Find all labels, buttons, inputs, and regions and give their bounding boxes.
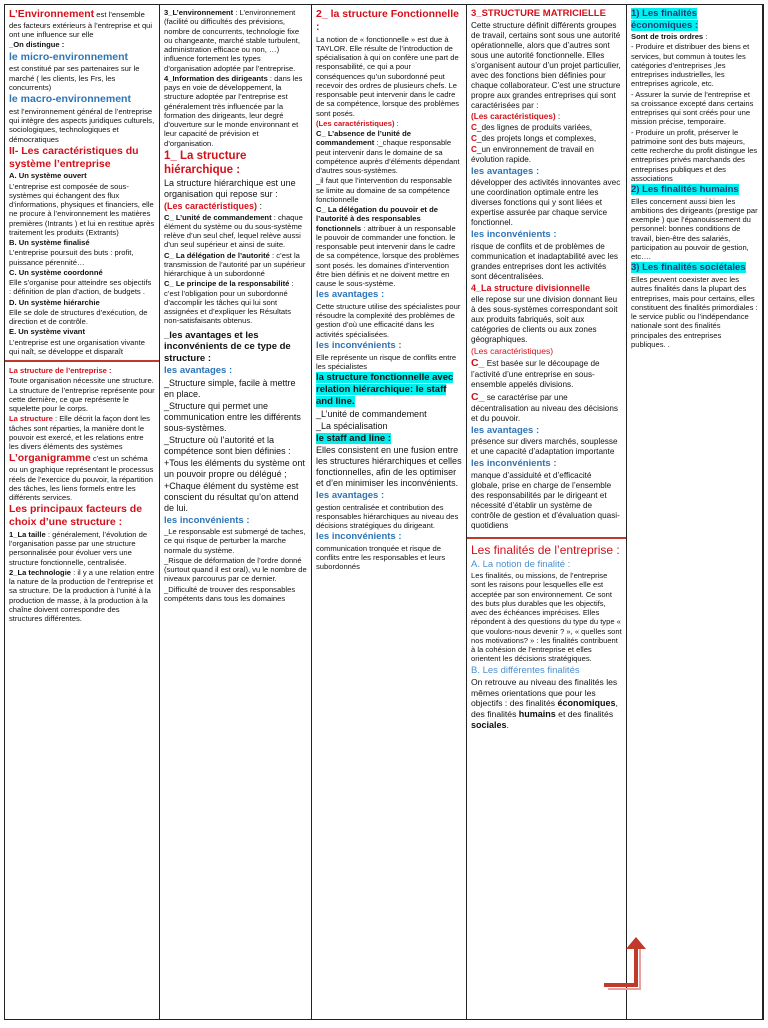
divisionnelle-c1 [471,357,622,390]
differentes-text-1: On retrouve au niveau des finalités les mêmes orientations que pour les objectifs : des finalités [471,677,618,709]
avantage-2: _Structure qui permet une communication entre les différents sous-systèmes. [164,400,301,433]
column-4 [467,5,627,1019]
matricielle-carac [471,112,622,122]
finalites-societales-heading [631,262,758,274]
delegation-pouvoir-text: : attribuer à un responsable le pouvoir de commander une fonction. le responsable peut intervenir dans le cadre de sa compétence, lorsque des problèmes sont posés. les domaines d’intervention être bien définis et ne doivent mettre en cause le sous-système. [316,223,460,289]
staff-line-2: _La spécialisation [316,420,388,431]
delegation-pouvoir [316,205,462,288]
delegation-autorite-text: : c’est la transmission de l’autorité par un supérieur hiérarchique à un subordonné [164,250,306,279]
facteur-environnement-title: 3_L’environnement [164,8,234,17]
avantages-2-title: les avantages : [471,424,540,436]
divisionnelle-text: elle repose sur une division donnant lieu à des sous-systèmes correspondant soit aux produits fabriqués, soit aux catégories de clients ou aux zones géographiques. [471,294,618,344]
inconvenients-2-text: communication tronquée et risque de conflits entre les responsables et leurs subordonnés [316,543,446,572]
avantage-3: _Structure où l’autorité et la compétence sont bien définies : [164,434,291,456]
organigramme-definition [9,452,155,502]
facteur-information-title: 4_Information des dirigeants [164,73,268,83]
facteur-technologie-text: : il y a une relation entre la nature de la production de l’entreprise et sa structure. De la production à l’unité à la production de masse, à la production à la chaîne doivent correspondre des structures différentes. [9,567,155,624]
matricielle-intro: Cette structure définit différents groupes de travail, certains sont sous une autorité opérationnelle, alors que d’autres sont sous une autorité fonctionnelle. Elles s’organisent autour d’un projet particulier, avec des fonctions bien définies pour chaque collaborateur. C’est une structure propre aux grandes entreprises qui sont caractérisées par : [471,20,621,110]
column-2 [160,5,312,1019]
divisionnelle-c2 [471,391,622,424]
inconvenients-2-title: les inconvénients : [471,458,557,470]
systeme-b-title: B. Un système finalisé [9,238,90,248]
staffline-title: le staff and line : [316,432,391,444]
inconvenients-2-title: les inconvénients : [316,531,402,543]
differentes-text-3: et des finalités [555,709,614,720]
fonctionnelle-carac [316,119,462,128]
matricielle-c1-text: _des lignes de produits variées, [476,122,593,132]
inconvenients-2-text: manque d’assiduité et d’efficacité globale, prise en charge de l’ensemble des responsabilités par le dirigeant et nécessité d’établir un système de contrôle de gestion et d’évaluation quasi-quotidiens [471,470,620,530]
economique-2: - Assurer la survie de l’entreprise et sa croissance excepté dans certains entreprises qui sont créés pour une mission précise, temporaire. [631,89,754,127]
avantage-5: +Chaque élément du système est conscient du résultat qu’on attend de lui. [164,480,299,513]
fonctionnelle-title: 2_ la structure Fonctionnelle : [316,8,459,33]
hierarchique-title: 1_ La structure hiérarchique : [164,149,247,176]
differentes-finalites-text [471,677,622,731]
matricielle-c3 [471,145,622,165]
matricielle-c3-text: _un environnement de travail en évolution rapide. [471,144,594,164]
inconvenients-text: risque de conflits et de problèmes de communication et inadaptabilité avec les grandes entreprises dont les activités sont décentralisées. [471,241,619,281]
economique-3: - Produire un profit, préserver le patrimoine sont des buts majeurs, cette recherche du profit distingue les entreprises privés marchands des entreprises publiques et des associations [631,127,758,183]
systeme-b-text: L’entreprise poursuit des buts : profit, puissance pérennité… [9,248,134,267]
avantages-text: développer des activités innovantes avec une coordination optimale entre les diverses fonctions qui y sont liées et expertise assurée par chaque service fonctionnel. [471,178,621,228]
matricielle-c1 [471,123,622,133]
inconvenients-title: les inconvénients : [164,514,250,526]
matricielle-c2 [471,134,622,144]
facteur-environnement-text: : L’environnement (facilité ou difficultés des prévisions, nombre de concurrents, technologie fixe ou changeante, marché stable turbulent, administration efficace ou non, …) influence fortement les types d’organisation adoptée par l’entreprise. [164,8,300,73]
staff-and-line-heading [316,372,462,408]
environnement-paragraph [9,8,155,39]
inconvenient-3: _Difficulté de trouver des responsables compétents dans tous les domaines [164,584,296,603]
hierarchique-intro: La structure hiérarchique est une organisation qui repose sur : [164,177,296,199]
differentes-end: . [506,720,509,731]
caracteristiques-title: II- Les caractéristiques du système l’entreprise [9,144,139,170]
arrow-up-icon [602,935,666,991]
societales-text: Elles peuvent coexister avec les autres finalités dans la plupart des entreprises, mais pour certains, elles constituent des finalités primordiales : le service public ou l’indépendance nationale sont des finalités principales des entreprises publiques. . [631,275,758,349]
column-3 [312,5,467,1019]
delegation-autorite [164,251,307,279]
principe-responsabilite [164,279,307,325]
document-page [4,4,764,1020]
facteur-environnement [164,8,307,73]
avantages-2-text: présence sur divers marchés, souplesse et une capacité d’adaptation importante [471,437,618,457]
column-1 [5,5,160,1019]
staff-line-1: _L’unité de commandement [316,408,427,419]
macro-text: est l’environnement général de l’entreprise qui intègre des aspects juridiques culturels, sociologiques, technologiques et démocratiques [9,106,155,144]
facteur-information [164,74,307,148]
systeme-d-text: Elle se dole de structures d’exécution, de direction et de contrôle. [9,307,148,327]
differentes-text-2: , des finalités [471,698,618,720]
principe-responsabilite-title: C_ Le principe de la responsabilité [164,279,290,289]
environnement-text: est l’ensemble des facteurs extérieurs à l’entreprise et qui ont une influence sur elle [9,10,153,40]
absence-unite-title: C_ L’absence de l’unité de commandement [316,129,411,148]
finalites-economiques-title: 1) Les finalités économiques : [631,8,699,31]
finalites-economiques-heading [631,8,758,31]
systeme-e-title: E. Un système vivant [9,327,85,337]
absence-unite [316,129,462,175]
facteur-information-text: : dans les pays en voie de développement, la structure adoptée par l’entreprise est généralement très influencée par la formation des dirigeants, leur degré d’ouverture sur le monde environnant et leur capacité de prévision et d’organisation. [164,73,303,148]
finalites-humains-heading [631,184,758,196]
inconvenient-2: _Risque de déformation de l’ordre donné (surtout quand il est oral), vu le nombre de niveaux parcourus par ce dernier. [164,555,307,584]
avantages-2-text: gestion centralisée et contribution des responsables hiérarchiques au niveau des décisions stratégiques du dirigeant. [316,502,459,531]
structure-entreprise-title: La structure de l’entreprise : [9,366,112,376]
facteur-taille [9,530,155,567]
avantages-title: les avantages : [471,165,540,177]
c-letter: C [471,144,477,154]
macro-title: le macro-environnement [9,93,131,106]
systeme-e-text: L’entreprise est une organisation vivante qui naît, se développe et disparaît [9,337,145,356]
section-divider [5,360,159,362]
structure-def: : Elle décrit la façon dont les tâches sont réparties, la manière dont le pouvoir est exercé, et les relations entre les divers éléments des systèmes [9,414,150,452]
staffline-text: Elles consistent en une fusion entre les structures hiérarchiques et celles fonctionnelles, afin de les optimiser et d’en minimiser les inconvénients. [316,445,462,489]
facteur-technologie-title: 2_La technologie [9,567,72,577]
c-letter: C [471,122,477,132]
unite-commandement-text: : chaque élément du système ou du sous-système relève d’un seul chef, lequel relève aussi d’un seul supérieur et ainsi de suite. [164,212,303,250]
humains-text: Elles concernent aussi bien les ambitions des dirigeants (prestige par exemple ) que l’épanouissement du personnel: bonnes conditions de travail, bien-être des salariés, participation au pouvoir de gestion, etc…. [631,196,758,262]
matricielle-c2-text: _des projets longs et complexes, [476,133,597,143]
caracteristiques-label: (Les caractéristiques) [316,118,395,128]
facteur-taille-title: 1_La taille [9,529,46,539]
caracteristiques-suffix: : [257,200,263,211]
economique-1: - Produire et distribuer des biens et services, but commun à toutes les catégories d’entreprises ,les entreprises industrielles, les entreprises agricole, etc. [631,42,750,89]
finalites-humains-title: 2) Les finalités humains [631,184,739,196]
finalites-title: Les finalités de l’entreprise : [471,542,620,557]
delegation-pouvoir-title: C_ La délégation du pouvoir et de l’autorité à des responsables fonctionnels [316,205,438,233]
inconvenient-1: _Le responsable est submergé de taches, ce qui risque de perturber la marche normale du système. [164,527,306,555]
caracteristiques-label: (Les caractéristiques) [471,111,556,121]
c-letter: C_ [471,357,485,370]
organigramme-def: c’est un schéma ou un graphique représentant le processus réels de l’exercice du pouvoir, la répartition des tâches, les liens formels entre les différents services. [9,454,154,503]
c-letter: C_ [471,390,485,403]
organigramme-word: L’organigramme [9,452,91,465]
ordres-suffix: : [703,32,708,42]
inconvenients-text: Elle représente un risque de conflits entre les spécialistes [316,352,457,371]
notion-finalite-title: A. La notion de finalité : [471,558,571,570]
divisionnelle-title: 4_La structure divisionnelle [471,282,591,293]
inconvenients-title: les inconvénients : [471,229,557,241]
absence-unite-text: :_chaque responsable peut intervenir dans le domaine de sa compétence auprès d’éléments dépendant d’autres sous-systèmes. [316,138,460,176]
systeme-a-text: L’entreprise est composée de sous-systèmes qui échangent des flux d’informations, physiques et financiers, elle ne procure à l’environnement les matières premières (Intrants ) et lui en restitue après traitement les produits (Extrants) [9,181,155,237]
avantages-text: Cette structure utilise des spécialistes pour résoudre la complexité des problèmes de gestion d’où une efficacité dans les activités spécialisées. [316,301,461,339]
finalite-humains: humains [518,709,556,720]
structure-word: La structure [9,414,53,424]
systeme-c-title: C. Un système coordonné [9,267,103,277]
ordres-line [631,32,758,41]
avantages-title: les avantages : [164,365,233,377]
caracteristiques-label: (Les caractéristiques) [164,200,258,211]
section-divider [467,537,626,539]
avantages-title: les avantages : [316,289,385,301]
avantages-2-title: les avantages : [316,490,385,502]
micro-text: est constitué par ses partenaires sur le marché ( les clients, les Frs, les concurrents) [9,64,140,92]
environnement-title: L’Environnement [9,8,95,20]
caracteristiques-suffix: : [394,118,399,128]
systeme-a-title: A. Un système ouvert [9,171,87,181]
unite-commandement [164,213,307,250]
hierarchique-carac [164,201,307,212]
staff-and-line-title: la structure fonctionnelle avec relation hiérarchique: le staff and line. [316,372,454,407]
systeme-d-title: D. Un système hiérarchie [9,297,100,307]
column-5 [627,5,763,1019]
delegation-autorite-title: C_ La délégation de l’autorité [164,250,270,260]
divisionnelle-carac: (Les caractéristiques) [471,345,554,356]
finalites-societales-title: 3) Les finalités sociétales [631,262,746,274]
distingue-label: _On distingue : [9,40,65,50]
finalite-economiques: économiques [557,698,616,709]
facteurs-title: Les principaux facteurs de choix d’une structure : [9,503,143,529]
matricielle-title: 3_STRUCTURE MATRICIELLE [471,8,606,19]
c-letter: C [471,133,477,143]
divisionnelle-c2-text: se caractérise par une décentralisation au niveau des décisions et du pouvoir. [471,392,619,423]
structure-entreprise-text: Toute organisation nécessite une structure. La structure de l’entreprise représente pour cette dernière, ce que représente le squelette pour le corps. [9,376,155,414]
staffline-heading [316,433,462,445]
fonctionnelle-intro: La notion de « fonctionnelle » est due à TAYLOR. Elle résulte de l’introduction de spécialisation à qui on confère une part de responsabilité, ce qui a pour conséquences qu’un subordonné peut recevoir des ordres de plusieurs chefs. Le responsable peut intervenir dans le cadre de sa compétence, lorsque des problèmes sont posés. [316,34,460,118]
micro-title: le micro-environnement [9,50,129,63]
principe-responsabilite-text: : c’est l’obligation pour un subordonné d’accomplir les tâches qui lui sont assignées et d’expliquer les Résultats non-satisfaisants obtenus. [164,279,294,326]
caracteristiques-suffix: : [555,111,561,121]
finalite-sociales: sociales [471,720,507,731]
divisionnelle-c1-text: Est basée sur le découpage de l’activité d’une entreprise en sous-ensemble appelés divisions. [471,359,600,389]
differentes-finalites-title: B. Les différentes finalités [471,664,580,676]
avantages-inconvenients-title: _les avantages et les inconvénients de ce type de structure : [164,329,291,364]
avantage-1: _Structure simple, facile à mettre en place. [164,378,296,399]
structure-definition [9,414,155,451]
notion-finalite-text: Les finalités, ou missions, de l’entreprise sont les raisons pour lesquelles elle est acceptée par son environnement. Ce sont des buts plus durables que les objectifs, avec des échéances imprécises. Elles répondent à des questions du type du type « que voulons-nous devenir ? », « quelles sont nos motivations? » : les finalités contribuent à la cohésion de l’entreprise et elles orientent les décisions stratégiques. [471,571,622,664]
absence-unite-2: _il faut que l’intervention du responsable se limite au domaine de sa compétence fonctionnelle [316,176,452,204]
ordres-label: Sont de trois ordres [631,32,704,42]
facteur-taille-text: : généralement, l’évolution de l’organisation passe par une structure personnalisée pour évoluer vers une structure fonctionnelle, centralisée. [9,529,148,567]
systeme-c-text: Elle s’organise pour atteindre ses objectifs : définition de plan d’action, de budgets . [9,278,152,297]
unite-commandement-title: C_ L’unité de commandement [164,212,272,222]
inconvenients-title: les inconvénients : [316,339,402,351]
avantage-4: +Tous les éléments du système ont un pouvoir propre ou délégué ; [164,457,305,479]
facteur-technologie [9,568,155,624]
